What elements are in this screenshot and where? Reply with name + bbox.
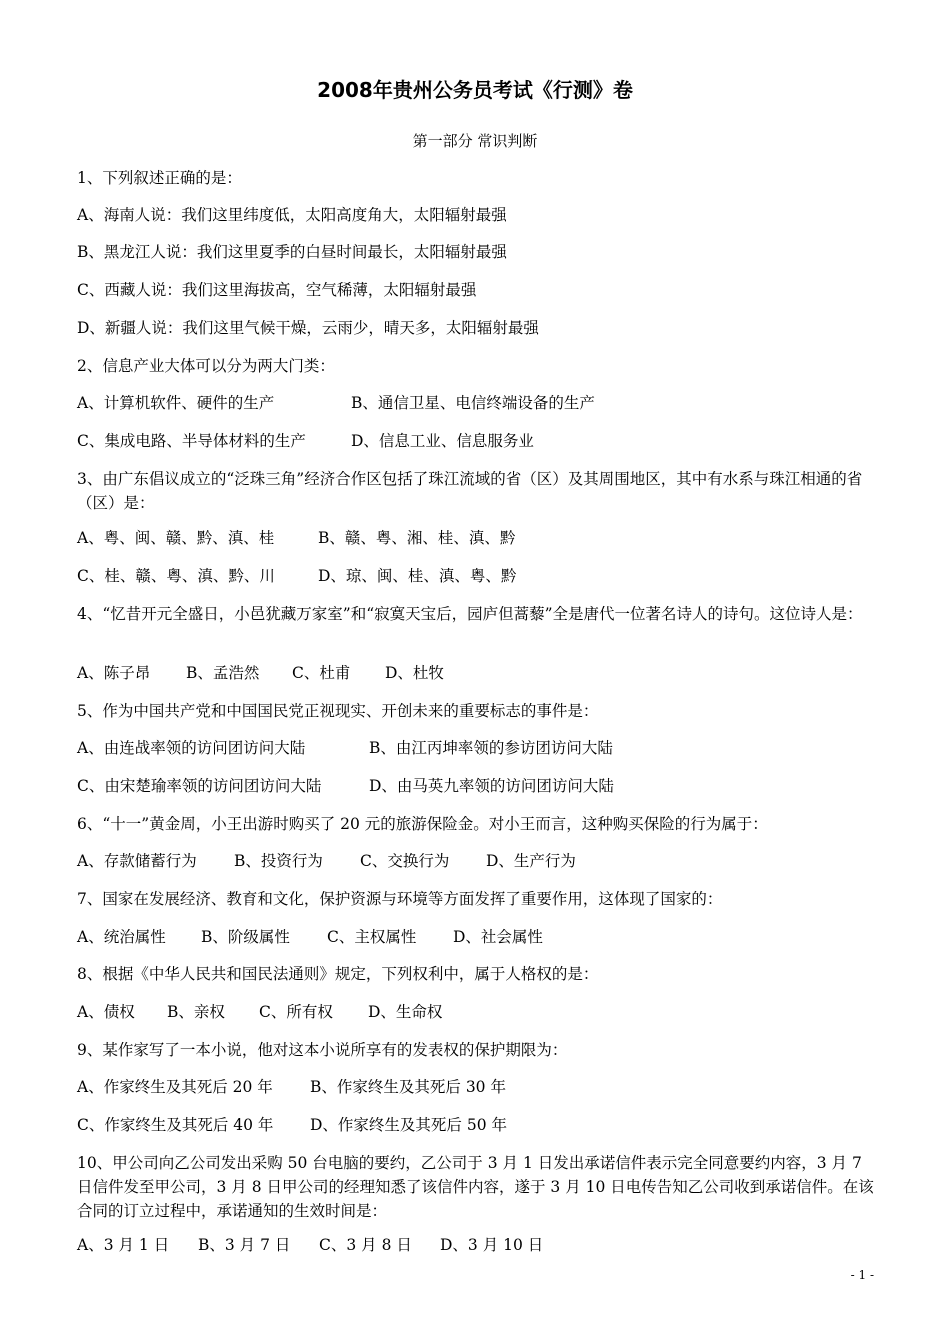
question-4-option-a: A、陈子昂 xyxy=(77,664,151,682)
question-1-option-a: A、海南人说：我们这里纬度低，太阳高度角大，太阳辐射最强 xyxy=(77,206,507,224)
question-9-stem: 9、某作家写了一本小说，他对这本小说所享有的发表权的保护期限为： xyxy=(77,1041,568,1059)
question-10-options xyxy=(77,1233,877,1257)
question-3-options-row-2 xyxy=(77,564,877,588)
question-6-option-a: A、存款储蓄行为 xyxy=(77,852,197,870)
question-7-stem: 7、国家在发展经济、教育和文化，保护资源与环境等方面发挥了重要作用，这体现了国家的： xyxy=(77,890,723,908)
question-7-option-d: D、社会属性 xyxy=(453,928,543,946)
question-8-options xyxy=(77,1000,877,1024)
question-7-option-b: B、阶级属性 xyxy=(201,928,290,946)
question-9-options-row-2 xyxy=(77,1113,877,1137)
question-9-option-b: B、作家终生及其死后 30 年 xyxy=(310,1078,506,1096)
question-2-option-c: C、集成电路、半导体材料的生产 xyxy=(77,432,306,450)
question-3-option-b: B、赣、粤、湘、桂、滇、黔 xyxy=(318,529,516,547)
question-2-options-row-2 xyxy=(77,429,877,453)
question-9-option-c: C、作家终生及其死后 40 年 xyxy=(77,1116,274,1134)
document-title: 2008年贵州公务员考试《行测》卷 xyxy=(317,78,633,102)
question-5-option-a: A、由连战率领的访问团访问大陆 xyxy=(77,739,306,757)
question-5-options-row-1 xyxy=(77,736,877,760)
question-2-options-row-1 xyxy=(77,391,877,415)
question-7-options xyxy=(77,925,877,949)
question-2-option-a: A、计算机软件、硬件的生产 xyxy=(77,394,275,412)
question-6-stem: 6、“十一”黄金周，小王出游时购买了 20 元的旅游保险金。对小王而言，这种购买保险的行为属于： xyxy=(77,815,768,833)
question-3-stem: 3、由广东倡议成立的“泛珠三角”经济合作区包括了珠江流域的省（区）及其周围地区，其中有水系与珠江相通的省（区）是： xyxy=(77,470,863,512)
question-6-option-b: B、投资行为 xyxy=(234,852,323,870)
page-number: - 1 - xyxy=(850,1268,874,1282)
question-5-option-c: C、由宋楚瑜率领的访问团访问大陆 xyxy=(77,777,322,795)
question-3-option-c: C、桂、赣、粤、滇、黔、川 xyxy=(77,567,275,585)
question-2-option-b: B、通信卫星、电信终端设备的生产 xyxy=(351,394,595,412)
question-7-option-a: A、统治属性 xyxy=(77,928,166,946)
question-2-stem: 2、信息产业大体可以分为两大门类： xyxy=(77,357,335,375)
question-5-options-row-2 xyxy=(77,774,877,798)
question-1-option-d: D、新疆人说：我们这里气候干燥，云雨少，晴天多，太阳辐射最强 xyxy=(77,319,539,337)
question-10-option-d: D、3 月 10 日 xyxy=(440,1236,544,1254)
question-4-stem: 4、“忆昔开元全盛日，小邑犹藏万家室”和“寂寞天宝后，园庐但蒿藜”全是唐代一位著名诗人的诗句。这位诗人是： xyxy=(77,605,863,623)
question-3-options-row-1 xyxy=(77,526,877,550)
question-1-stem: 1、下列叙述正确的是： xyxy=(77,169,242,187)
question-4-option-d: D、杜牧 xyxy=(385,664,444,682)
question-10-stem: 10、甲公司向乙公司发出采购 50 台电脑的要约，乙公司于 3 月 1 日发出承诺信件表示完全同意要约内容，3 月 7 日信件发至甲公司，3 月 8 日甲公司的经理知悉了该信件内容，遂于 3 月 10 日电传告知乙公司收到承诺信件。在该合同的订立过程中，承诺通知的生效时间是： xyxy=(77,1154,874,1220)
question-6-option-c: C、交换行为 xyxy=(360,852,450,870)
question-4-option-b: B、孟浩然 xyxy=(186,664,260,682)
question-10-option-b: B、3 月 7 日 xyxy=(198,1236,291,1254)
question-1-option-c: C、西藏人说：我们这里海拔高，空气稀薄，太阳辐射最强 xyxy=(77,281,477,299)
question-8-option-c: C、所有权 xyxy=(259,1003,333,1021)
question-6-options xyxy=(77,849,877,873)
question-1-option-b: B、黑龙江人说：我们这里夏季的白昼时间最长，太阳辐射最强 xyxy=(77,243,507,261)
question-9-option-a: A、作家终生及其死后 20 年 xyxy=(77,1078,273,1096)
question-10-option-c: C、3 月 8 日 xyxy=(319,1236,412,1254)
question-7-option-c: C、主权属性 xyxy=(327,928,417,946)
question-8-stem: 8、根据《中华人民共和国民法通则》规定，下列权利中，属于人格权的是： xyxy=(77,965,599,983)
question-3-option-a: A、粤、闽、赣、黔、滇、桂 xyxy=(77,529,275,547)
question-4-option-c: C、杜甫 xyxy=(292,664,351,682)
question-6-option-d: D、生产行为 xyxy=(486,852,576,870)
question-9-options-row-1 xyxy=(77,1075,877,1099)
question-5-option-b: B、由江丙坤率领的参访团访问大陆 xyxy=(369,739,613,757)
question-5-stem: 5、作为中国共产党和中国国民党正视现实、开创未来的重要标志的事件是： xyxy=(77,702,599,720)
question-8-option-b: B、亲权 xyxy=(167,1003,225,1021)
question-10-option-a: A、3 月 1 日 xyxy=(77,1236,170,1254)
question-3-option-d: D、琼、闽、桂、滇、粤、黔 xyxy=(318,567,517,585)
question-8-option-d: D、生命权 xyxy=(368,1003,443,1021)
question-9-option-d: D、作家终生及其死后 50 年 xyxy=(310,1116,508,1134)
question-4-options xyxy=(77,661,877,685)
section-heading: 第一部分 常识判断 xyxy=(412,132,538,150)
question-5-option-d: D、由马英九率领的访问团访问大陆 xyxy=(369,777,614,795)
question-8-option-a: A、债权 xyxy=(77,1003,135,1021)
question-2-option-d: D、信息工业、信息服务业 xyxy=(351,432,534,450)
